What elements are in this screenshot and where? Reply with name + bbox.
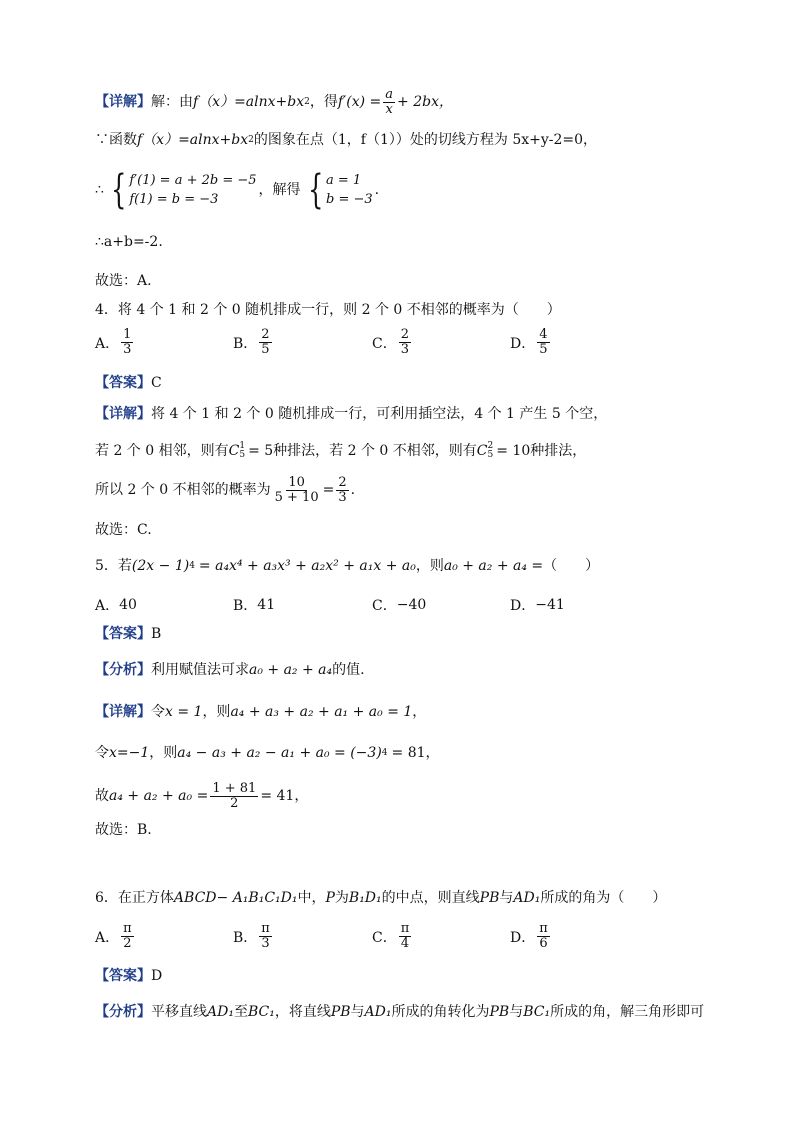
text: . — [374, 181, 380, 198]
equation-system: { f′(1) = a + 2b = −5 f(1) = b = −3 — [111, 167, 257, 213]
combination-symbol: C — [228, 442, 240, 459]
option-label: A． — [95, 335, 120, 352]
text: 故选：B. — [95, 822, 152, 838]
q3-detail-line-1: 【详解】 解：由 f（x）=alnx+bx 2 ，得 f′(x) = $\frac{a}{x}$ + 2bx， — [95, 87, 453, 118]
numerator: π — [400, 921, 410, 936]
formula: a₄ − a₃ + a₂ − a₁ + a₀ = (−3) — [177, 745, 382, 761]
superscript: 1 — [239, 441, 246, 451]
q5-option-a[interactable] — [95, 595, 137, 615]
combination-symbol: C — [476, 442, 488, 459]
option-label: B． — [233, 929, 258, 946]
option-label: B． — [233, 598, 258, 614]
q5-detail-line-3 — [95, 782, 734, 812]
q3-detail-line-4 — [95, 234, 734, 251]
therefore-symbol: ∴ — [95, 181, 104, 198]
text: ，则 — [149, 745, 178, 761]
detail-tag: 【详解】 — [95, 704, 151, 720]
answer-value: D — [151, 968, 163, 984]
denominator: x — [385, 102, 393, 118]
denominator: 3 — [261, 936, 270, 952]
q5-option-b[interactable] — [233, 595, 275, 615]
text: 若 2 个 0 相邻，则有 — [95, 442, 229, 459]
formula: AD₁ — [207, 1004, 234, 1020]
q4-conclusion — [95, 522, 734, 539]
formula: = a₄x⁴ + a₃x³ + a₂x² + a₁x + a₀ — [198, 558, 416, 574]
q3-conclusion — [95, 273, 734, 290]
text: . — [350, 482, 356, 499]
q4-stem — [95, 302, 734, 319]
text: 故 — [95, 788, 109, 805]
text: ，则 — [202, 704, 231, 720]
subscript: 5 — [487, 450, 494, 460]
q5-answer — [95, 626, 734, 643]
superscript: 4 — [189, 561, 195, 571]
formula: PB — [330, 1004, 351, 1020]
formula: a₀ + a₂ + a₄ — [249, 662, 333, 678]
text: 故选：C. — [95, 522, 152, 538]
fraction — [383, 88, 395, 118]
detail-tag: 【详解】 — [95, 94, 151, 111]
solution-system: { a = 1 b = −3 — [307, 167, 373, 213]
q5-option-d[interactable] — [510, 595, 565, 615]
numerator: 2 — [400, 327, 409, 342]
text: 所成的角，解三角形即可 — [550, 1004, 705, 1020]
option-value: 41 — [257, 597, 276, 613]
equation-row: b = −3 — [325, 192, 373, 207]
q5-analysis — [95, 662, 734, 679]
equation-row: a = 1 — [325, 172, 362, 188]
text: 中， — [297, 890, 326, 906]
q6-option-d[interactable] — [510, 922, 552, 952]
numerator: 2 — [338, 475, 347, 490]
q5-detail-line-2 — [95, 745, 734, 762]
text: ∴a+b=-2. — [95, 234, 163, 250]
formula: + 2bx， — [397, 94, 453, 111]
text: 为 — [334, 890, 349, 906]
answer-tag: 【答案】 — [95, 375, 151, 391]
denominator: 3 — [123, 342, 132, 358]
text: ，得 — [309, 94, 338, 111]
text: 解：由 — [151, 94, 193, 111]
denominator: 4 — [400, 936, 410, 952]
superscript: 4 — [381, 748, 388, 758]
equals: = — [322, 482, 335, 499]
formula: PB — [489, 1004, 510, 1020]
q6-stem — [95, 890, 734, 907]
numerator: 4 — [539, 327, 548, 342]
option-value: −40 — [396, 597, 427, 613]
text: 至 — [233, 1004, 248, 1020]
q4-option-c[interactable] — [372, 328, 413, 358]
text: 的中点，则直线 — [381, 890, 480, 906]
text: ， — [425, 745, 440, 761]
numerator: a — [385, 87, 394, 102]
numerator: π — [261, 921, 270, 936]
formula: BC₁ — [523, 1004, 551, 1020]
text: 与 — [350, 1004, 365, 1020]
text: ∵函数 — [95, 132, 137, 148]
numerator: 1 + 81 — [212, 781, 257, 796]
q4-detail-line-2 — [95, 442, 734, 460]
option-label: B． — [233, 335, 258, 352]
formula: B₁D₁ — [348, 890, 382, 906]
q6-option-b[interactable] — [233, 922, 274, 952]
q6-answer — [95, 968, 734, 985]
denominator: 2 — [123, 936, 132, 952]
formula: a₀ + a₂ + a₄ = — [443, 558, 544, 574]
option-label: C． — [372, 598, 397, 614]
denominator: 3 — [338, 490, 347, 506]
q4-option-d[interactable] — [510, 328, 552, 358]
q6-analysis — [95, 1004, 734, 1021]
text: 令 — [151, 704, 165, 720]
q4-detail-line-1 — [95, 406, 734, 423]
text: 故选：A. — [95, 273, 152, 289]
superscript: 2 — [487, 441, 494, 451]
text: 的图象在点（1，f（1））处的切线方程为 5x+y-2=0， — [253, 132, 598, 148]
q4-option-b[interactable] — [233, 328, 274, 358]
formula: = 81 — [391, 745, 426, 761]
formula: PB — [479, 890, 500, 906]
text: 平移直线 — [151, 1004, 207, 1020]
formula: ABCD− A₁B₁C₁D₁ — [173, 890, 298, 906]
formula: a₄ + a₃ + a₂ + a₁ + a₀ = 1 — [230, 704, 413, 720]
text: 所成的角转化为 — [391, 1004, 490, 1020]
option-label: C． — [372, 335, 397, 352]
text: 6．在正方体 — [95, 890, 174, 906]
text: 利用赋值法可求 — [151, 662, 249, 678]
denominator: 2 — [230, 796, 239, 812]
option-value: −41 — [535, 597, 565, 613]
numerator: 2 — [261, 327, 270, 342]
q5-option-c[interactable] — [372, 595, 426, 615]
formula: a₄ + a₂ + a₀ = — [109, 788, 209, 805]
q6-option-a[interactable] — [95, 922, 136, 952]
answer-tag: 【答案】 — [95, 968, 151, 984]
formula: (2x − 1) — [131, 558, 190, 574]
option-label: D． — [510, 335, 536, 352]
formula: AD₁ — [364, 1004, 392, 1020]
q3-detail-line-3 — [95, 167, 734, 213]
q5-stem — [95, 558, 734, 575]
answer-value: B — [151, 626, 162, 642]
subscript: 5 — [239, 450, 246, 460]
denominator: 5 — [539, 342, 548, 358]
q4-answer — [95, 375, 734, 392]
text: ，则 — [415, 558, 444, 574]
q3-detail-line-2: ∵函数 f（x）=alnx+bx 2 的图象在点（1，f（1））处的切线方程为 5x+y-2=0， — [95, 132, 598, 148]
answer-tag: 【答案】 — [95, 626, 151, 642]
analysis-tag: 【分析】 — [95, 662, 151, 678]
q4-detail-line-3 — [95, 476, 734, 506]
numerator: π — [539, 921, 548, 936]
option-label: D． — [510, 598, 536, 614]
formula: x=−1 — [109, 745, 150, 761]
text: = 10种排法， — [496, 442, 587, 459]
text: 的值. — [332, 662, 365, 678]
numerator: 1 — [123, 327, 132, 342]
text: 将 4 个 1 和 2 个 0 随机排成一行，可利用插空法，4 个 1 产生 5 个空， — [151, 406, 608, 422]
option-label: A． — [95, 929, 120, 946]
text: 5．若 — [95, 558, 132, 574]
equation-row: f(1) = b = −3 — [129, 192, 219, 207]
text: ， — [294, 788, 309, 805]
text: ，解得 — [258, 181, 301, 198]
q5-detail-line-1 — [95, 704, 734, 721]
option-value: 40 — [119, 597, 137, 613]
text: ， — [412, 704, 427, 720]
option-label: A． — [95, 598, 120, 614]
formula: f′(x) = — [337, 94, 382, 111]
q4-option-a[interactable] — [95, 328, 135, 358]
numerator: π — [123, 921, 132, 936]
option-label: C． — [372, 929, 397, 946]
text: ，将直线 — [274, 1004, 331, 1020]
text: = 5种排法，若 2 个 0 不相邻，则有 — [248, 442, 477, 459]
denominator: 5 — [261, 342, 270, 358]
formula: P — [325, 890, 335, 906]
analysis-tag: 【分析】 — [95, 1004, 151, 1020]
formula: f（x）=alnx+bx — [137, 132, 249, 148]
text: 令 — [95, 745, 109, 761]
text: 与 — [509, 1004, 524, 1020]
denominator: 5 + 10 — [274, 490, 319, 506]
formula: f（x）=alnx+bx — [193, 94, 305, 111]
denominator: 6 — [539, 936, 548, 952]
formula: BC₁ — [247, 1004, 275, 1020]
detail-tag: 【详解】 — [95, 406, 151, 422]
q5-conclusion — [95, 822, 734, 839]
text: 所成的角为（ ） — [540, 890, 667, 906]
option-label: D． — [510, 929, 536, 946]
denominator: 3 — [400, 342, 409, 358]
numerator: 10 — [288, 475, 305, 490]
formula: AD₁ — [513, 890, 541, 906]
answer-value: C — [151, 375, 162, 391]
equation-row: f′(1) = a + 2b = −5 — [129, 172, 257, 188]
text: 所以 2 个 0 不相邻的概率为 — [95, 482, 271, 499]
text: （ ） — [543, 558, 600, 574]
question-text: 4．将 4 个 1 和 2 个 0 随机排成一行，则 2 个 0 不相邻的概率为（ ） — [95, 302, 561, 318]
formula: x = 1 — [165, 704, 203, 720]
formula: = 41 — [260, 788, 295, 805]
text: 与 — [499, 890, 514, 906]
q6-option-c[interactable] — [372, 922, 413, 952]
